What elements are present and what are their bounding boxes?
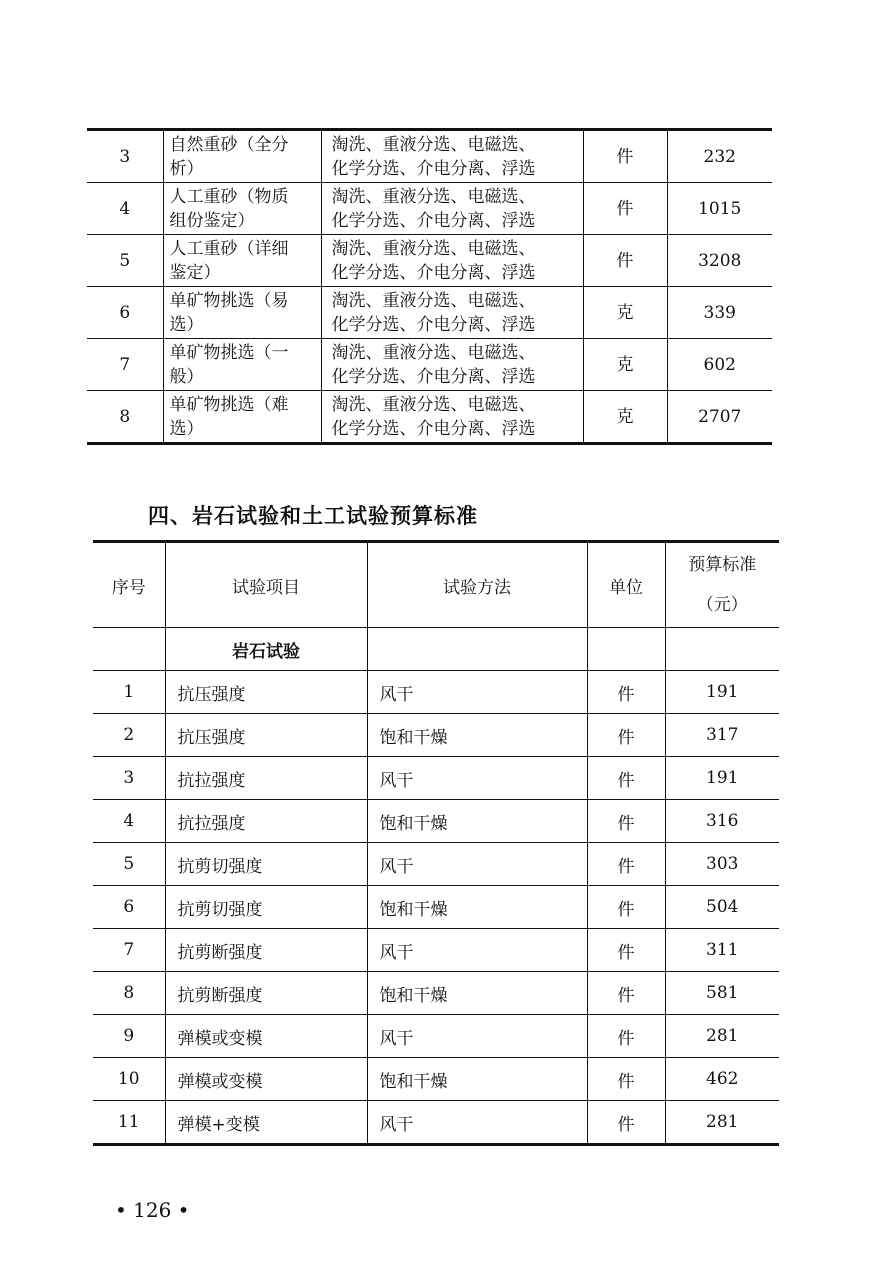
- test-item: 抗压强度: [165, 714, 367, 757]
- table-row: [93, 886, 779, 929]
- test-method-line2: 化学分选、介电分离、浮选: [331, 366, 536, 387]
- test-method: 饱和干燥: [367, 972, 587, 1015]
- budget-price: 504: [665, 886, 779, 929]
- test-method: 饱和干燥: [367, 1058, 587, 1101]
- unit: 件: [583, 235, 667, 287]
- test-method-line1: 淘洗、重液分选、电磁选、: [331, 238, 536, 259]
- header-unit: 单位: [587, 542, 665, 628]
- row-number: 5: [93, 843, 165, 886]
- table-row: [93, 757, 779, 800]
- table-row: [93, 1058, 779, 1101]
- table-row: [93, 671, 779, 714]
- table-row: [87, 391, 772, 444]
- unit: 件: [587, 886, 665, 929]
- test-item: [163, 235, 321, 287]
- budget-price: 316: [665, 800, 779, 843]
- budget-price: 581: [665, 972, 779, 1015]
- test-item: 抗压强度: [165, 671, 367, 714]
- test-method: [321, 339, 583, 391]
- row-number: 7: [93, 929, 165, 972]
- test-item-line2: 选）: [169, 418, 204, 439]
- test-method: [321, 391, 583, 444]
- test-item-line1: 单矿物挑选（易: [169, 290, 289, 311]
- unit: 件: [587, 671, 665, 714]
- test-item-line2: 组份鉴定）: [169, 210, 255, 231]
- test-method: 风干: [367, 1101, 587, 1145]
- header-budget-line1: 预算标准: [688, 555, 757, 575]
- budget-price: 317: [665, 714, 779, 757]
- unit: 件: [587, 1058, 665, 1101]
- test-item-line2: 选）: [169, 314, 204, 335]
- test-method: [321, 287, 583, 339]
- test-method: [321, 130, 583, 183]
- table-row: [93, 843, 779, 886]
- unit: 件: [587, 1015, 665, 1058]
- test-item-line2: 般）: [169, 366, 204, 387]
- row-number: 3: [93, 757, 165, 800]
- header-budget-line2: （元）: [696, 595, 748, 615]
- test-method: 饱和干燥: [367, 714, 587, 757]
- budget-price: 339: [667, 287, 772, 339]
- budget-price: 281: [665, 1015, 779, 1058]
- row-number: 1: [93, 671, 165, 714]
- unit: 克: [583, 391, 667, 444]
- test-item: 弹模或变模: [165, 1058, 367, 1101]
- test-item: 抗剪切强度: [165, 843, 367, 886]
- empty-cell: [367, 628, 587, 671]
- table-row: [93, 972, 779, 1015]
- table-row: [87, 130, 772, 183]
- budget-price: 311: [665, 929, 779, 972]
- test-method: 风干: [367, 671, 587, 714]
- test-method: [321, 183, 583, 235]
- header-method: 试验方法: [367, 542, 587, 628]
- test-item-line1: 单矿物挑选（一: [169, 342, 289, 363]
- category-row: [93, 628, 779, 671]
- row-number: 10: [93, 1058, 165, 1101]
- test-method-line1: 淘洗、重液分选、电磁选、: [331, 186, 536, 207]
- table-row: [87, 287, 772, 339]
- row-number: 9: [93, 1015, 165, 1058]
- row-number: 4: [93, 800, 165, 843]
- test-item: 抗剪断强度: [165, 972, 367, 1015]
- budget-price: 232: [667, 130, 772, 183]
- empty-cell: [93, 628, 165, 671]
- test-method: 风干: [367, 843, 587, 886]
- unit: 件: [587, 757, 665, 800]
- test-item-line1: 人工重砂（详细: [169, 238, 289, 259]
- row-number: 8: [87, 391, 163, 444]
- test-item: [163, 287, 321, 339]
- test-item: [163, 339, 321, 391]
- budget-price: 3208: [667, 235, 772, 287]
- empty-cell: [587, 628, 665, 671]
- test-item: [163, 183, 321, 235]
- test-item: 弹模+变模: [165, 1101, 367, 1145]
- unit: 件: [587, 843, 665, 886]
- test-method-line2: 化学分选、介电分离、浮选: [331, 210, 536, 231]
- test-method: 饱和干燥: [367, 800, 587, 843]
- test-item: 弹模或变模: [165, 1015, 367, 1058]
- test-method: 风干: [367, 757, 587, 800]
- test-method-line2: 化学分选、介电分离、浮选: [331, 314, 536, 335]
- mineral-separation-table: [87, 128, 772, 445]
- test-item: 抗拉强度: [165, 757, 367, 800]
- test-item: 抗剪断强度: [165, 929, 367, 972]
- unit: 件: [587, 972, 665, 1015]
- test-method-line1: 淘洗、重液分选、电磁选、: [331, 290, 536, 311]
- budget-price: 1015: [667, 183, 772, 235]
- test-method-line2: 化学分选、介电分离、浮选: [331, 418, 536, 439]
- header-budget: [665, 542, 779, 628]
- test-method: 饱和干燥: [367, 886, 587, 929]
- table-row: [87, 235, 772, 287]
- header-no: 序号: [93, 542, 165, 628]
- budget-price: 303: [665, 843, 779, 886]
- budget-price: 462: [665, 1058, 779, 1101]
- test-item-line1: 自然重砂（全分: [169, 134, 289, 155]
- test-method-line1: 淘洗、重液分选、电磁选、: [331, 134, 536, 155]
- row-number: 8: [93, 972, 165, 1015]
- test-item: 抗剪切强度: [165, 886, 367, 929]
- category-label: 岩石试验: [165, 628, 367, 671]
- row-number: 4: [87, 183, 163, 235]
- budget-price: 191: [665, 671, 779, 714]
- test-item: [163, 130, 321, 183]
- row-number: 5: [87, 235, 163, 287]
- test-method-line2: 化学分选、介电分离、浮选: [331, 262, 536, 283]
- table-row: [93, 714, 779, 757]
- unit: 件: [583, 183, 667, 235]
- test-method-line1: 淘洗、重液分选、电磁选、: [331, 394, 536, 415]
- section-heading: 四、岩石试验和土工试验预算标准: [148, 504, 478, 528]
- row-number: 11: [93, 1101, 165, 1145]
- row-number: 6: [87, 287, 163, 339]
- row-number: 3: [87, 130, 163, 183]
- test-item-line1: 单矿物挑选（难: [169, 394, 289, 415]
- test-method: 风干: [367, 1015, 587, 1058]
- header-item: 试验项目: [165, 542, 367, 628]
- test-item: 抗拉强度: [165, 800, 367, 843]
- table-row: [87, 183, 772, 235]
- unit: 件: [587, 800, 665, 843]
- test-method: 风干: [367, 929, 587, 972]
- budget-price: 191: [665, 757, 779, 800]
- test-item: [163, 391, 321, 444]
- table-row: [93, 800, 779, 843]
- test-item-line2: 鉴定）: [169, 262, 221, 283]
- unit: 克: [583, 287, 667, 339]
- table-row: [87, 339, 772, 391]
- unit: 件: [587, 714, 665, 757]
- unit: 件: [587, 929, 665, 972]
- test-method-line1: 淘洗、重液分选、电磁选、: [331, 342, 536, 363]
- budget-price: 602: [667, 339, 772, 391]
- row-number: 7: [87, 339, 163, 391]
- table-row: [93, 1015, 779, 1058]
- table-row: [93, 929, 779, 972]
- budget-price: 2707: [667, 391, 772, 444]
- page-number: • 126 •: [115, 1198, 190, 1222]
- row-number: 6: [93, 886, 165, 929]
- row-number: 2: [93, 714, 165, 757]
- rock-test-budget-table: [93, 540, 779, 1146]
- budget-price: 281: [665, 1101, 779, 1145]
- test-item-line2: 析）: [169, 158, 204, 179]
- test-method-line2: 化学分选、介电分离、浮选: [331, 158, 536, 179]
- test-method: [321, 235, 583, 287]
- empty-cell: [665, 628, 779, 671]
- unit: 克: [583, 339, 667, 391]
- table-header-row: [93, 542, 779, 628]
- test-item-line1: 人工重砂（物质: [169, 186, 289, 207]
- unit: 件: [587, 1101, 665, 1145]
- table-row: [93, 1101, 779, 1145]
- unit: 件: [583, 130, 667, 183]
